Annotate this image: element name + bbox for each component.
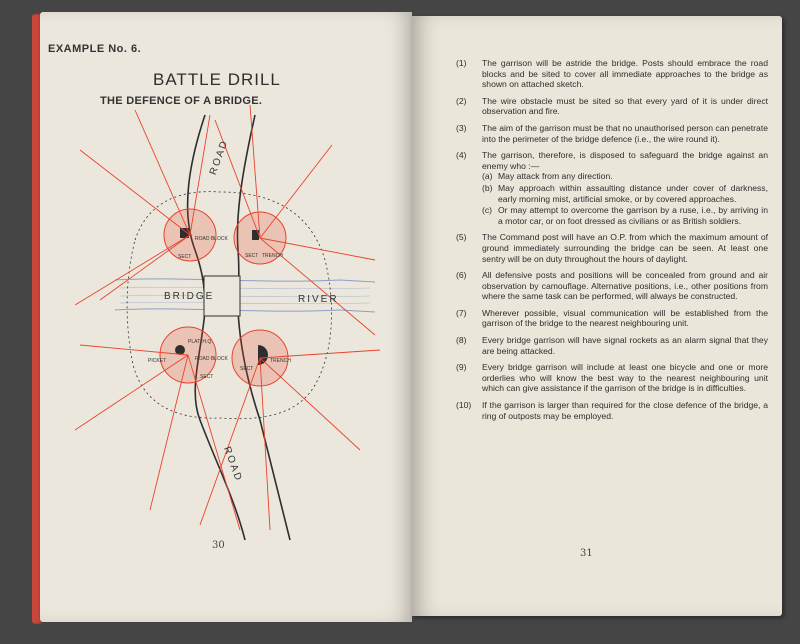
page-title: BATTLE DRILL [153,70,281,89]
sub-text: May approach within assaulting distance under cover of darkness, early morning mist, artificial smoke, or by covered approaches. [498,182,768,204]
rule-item [456,150,768,226]
sketch-label-plat-hq: PLAT. H.Q. [188,339,213,345]
sketch-label-bridge: BRIDGE [164,291,215,302]
rules-list [456,58,768,427]
sketch-label-road-block-bottom: ROAD BLOCK [195,356,228,362]
rule-text: The Command post will have an O.P. from which the maximum amount of ground immediately surrounding the bridge can be seen. At least one sentry will be on duty throughout the hours of daylight. [482,232,768,264]
sub-number: (a) [482,171,493,182]
sketch-label-river: RIVER [298,294,339,305]
sketch-label-sect-3: SECT [200,374,214,380]
sketch-label-trench-2: TRENCH [270,358,291,364]
rule-text: The aim of the garrison must be that no unauthorised person can penetrate into the perimeter of the bridge defence (i.e., the wire round it). [482,122,768,144]
sub-item [482,183,768,204]
rule-item [456,400,768,421]
sketch-label-sect-4: SECT [240,366,254,372]
bridge-defence-sketch [40,100,410,550]
sub-text: May attack from any direction. [498,171,613,182]
rule-text: If the garrison is larger than required for the close defence of the bridge, a ring of outposts may be employed. [482,400,768,421]
rule-text: All defensive posts and positions will be concealed from ground and air observation by camouflage. Alternative positions, i.e., other positions from where the same task can be performed, will always be constructed. [482,270,768,302]
right-page-number: 31 [580,548,593,559]
sketch-label-road-bottom: ROAD [221,445,245,484]
sub-list [482,171,768,226]
rule-item [456,362,768,394]
sub-number: (c) [482,205,493,216]
rule-item [456,335,768,356]
sketch-label-trench-1: TRENCH [262,253,283,259]
rule-number: (2) [456,95,467,106]
sketch-label-picket: PICKET [148,358,167,364]
rule-number: (5) [456,232,467,243]
sketch-label-road-top: ROAD [207,138,231,177]
rule-text: Wherever possible, visual communication will be established from the garrison of the bridge to the nearest neighbouring unit. [482,307,768,329]
sketch-label-sect-1: SECT [178,254,192,260]
rule-text: The garrison, therefore, is disposed to safeguard the bridge against an enemy who :— [482,150,768,171]
rule-text: Every bridge garrison will include at least one bicycle and one or more orderlies who will know the best way to the nearest neighbouring unit which can give assistance if the garrison of the bridge is in difficulties. [482,362,768,394]
rule-number: (7) [456,307,467,318]
sub-item [482,171,768,182]
rule-number: (9) [456,362,467,373]
sketch-label-sect-2: SECT [245,253,259,259]
example-label: EXAMPLE No. 6. [48,43,142,55]
rule-text: The garrison will be astride the bridge. Posts should embrace the road blocks and be sited to cover all immediate approaches to the bridge as shown on attached sketch. [482,58,768,90]
sketch-label-road-block-top: ROAD BLOCK [195,236,228,242]
rule-number: (4) [456,150,467,161]
sub-text: Or may attempt to overcome the garrison by a ruse, i.e., by arriving in a motor car, or on foot dressed as civilians or as British soldiers. [498,205,768,226]
page-subtitle: THE DEFENCE OF A BRIDGE. [100,95,263,107]
rule-text: The wire obstacle must be sited so that every yard of it is under direct observation and fire. [482,95,768,117]
rule-number: (6) [456,270,467,281]
rule-item [456,308,768,329]
rule-text: Every bridge garrison will have signal rockets as an alarm signal that they are being attacked. [482,335,768,356]
rule-item [456,270,768,302]
left-page-number: 30 [212,540,225,551]
rule-item [456,96,768,117]
rule-number: (10) [456,400,472,411]
sub-number: (b) [482,182,493,193]
rule-number: (1) [456,58,467,68]
rule-item [456,58,768,90]
rule-item [456,232,768,264]
rule-number: (3) [456,122,467,133]
rule-number: (8) [456,335,467,346]
rule-item [456,123,768,144]
sub-item [482,205,768,226]
